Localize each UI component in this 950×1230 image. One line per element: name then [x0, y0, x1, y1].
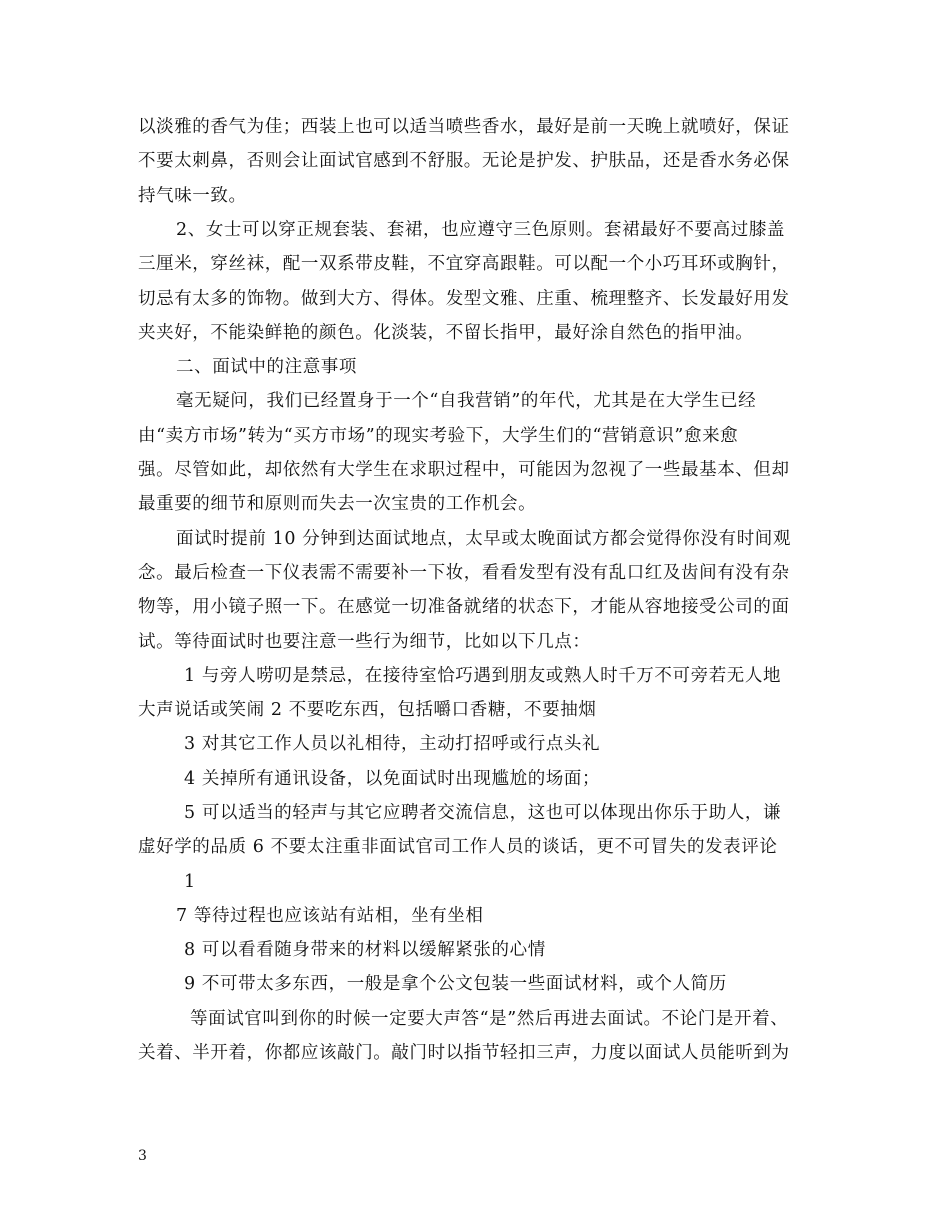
list-item: 5 可以适当的轻声与其它应聘者交流信息，这也可以体现出你乐于助人，谦	[184, 803, 782, 823]
list-item: 4 关掉所有通讯设备，以免面试时出现尴尬的场面；	[184, 769, 601, 789]
list-item: 7 等待过程也应该站有站相，坐有坐相	[176, 906, 484, 926]
text-line: 试。等待面试时也要注意一些行为细节，比如以下几点：	[138, 632, 591, 652]
text-line: 2、女士可以穿正规套装、套裙，也应遵守三色原则。套裙最好不要高过膝盖	[176, 220, 786, 240]
page-number: 3	[138, 1148, 147, 1164]
text-line: 三厘米，穿丝袜，配一双系带皮鞋，不宜穿高跟鞋。可以配一个小巧耳环或胸针，	[138, 254, 790, 274]
text-line: 夹夹好，不能染鲜艳的颜色。化淡装，不留长指甲，最好涂自然色的指甲油。	[138, 323, 754, 343]
text-line: 切忌有太多的饰物。做到大方、得体。发型文雅、庄重、梳理整齐、长发最好用发	[138, 289, 790, 309]
text-line: 虚好学的品质 6 不要太注重非面试官司工作人员的谈话，更不可冒失的发表评论	[138, 837, 778, 857]
text-line: 大声说话或笑闹 2 不要吃东西，包括嚼口香糖，不要抽烟	[138, 700, 597, 720]
list-item: 8 可以看看随身带来的材料以缓解紧张的心情	[184, 940, 546, 960]
text-line: 面试时提前 10 分钟到达面试地点，太早或太晚面试方都会觉得你没有时间观	[176, 529, 791, 549]
text-line: 由“卖方市场”转为“买方市场”的现实考验下，大学生们的“营销意识”愈来愈	[138, 426, 739, 446]
list-item: 9 不可带太多东西，一般是拿个公文包装一些面试材料，或个人简历	[184, 974, 727, 994]
text-line: 强。尽管如此，却依然有大学生在求职过程中，可能因为忽视了一些最基本、但却	[138, 460, 790, 480]
list-item: 3 对其它工作人员以礼相待，主动打招呼或行点头礼	[184, 734, 601, 754]
text-line: 持气味一致。	[138, 186, 247, 206]
text-line: 关着、半开着，你都应该敲门。敲门时以指节轻扣三声，力度以面试人员能听到为	[138, 1043, 790, 1063]
list-item: 1 与旁人唠叨是禁忌，在接待室恰巧遇到朋友或熟人时千万不可旁若无人地	[184, 666, 782, 686]
text-line: 毫无疑问，我们已经置身于一个“自我营销”的年代，尤其是在大学生已经	[176, 391, 757, 411]
footnote-marker: 1	[184, 872, 196, 892]
text-line: 不要太刺鼻，否则会让面试官感到不舒服。无论是护发、护肤品，还是香水务必保	[138, 151, 790, 171]
text-line: 念。最后检查一下仪表需不需要补一下妆，看看发型有没有乱口红及齿间有没有杂	[138, 563, 790, 583]
text-line: 物等，用小镜子照一下。在感觉一切准备就绪的状态下，才能从容地接受公司的面	[138, 597, 790, 617]
section-heading: 二、面试中的注意事项	[176, 357, 357, 377]
text-line: 最重要的细节和原则而失去一次宝贵的工作机会。	[138, 494, 537, 514]
text-line: 等面试官叫到你的时候一定要大声答“是”然后再进去面试。不论门是开着、	[190, 1009, 789, 1029]
text-line: 以淡雅的香气为佳；西装上也可以适当喷些香水，最好是前一天晚上就喷好，保证	[138, 117, 790, 137]
